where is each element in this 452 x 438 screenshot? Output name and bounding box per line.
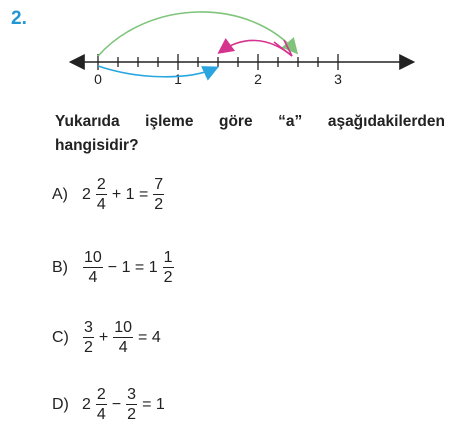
whole-number: 2 (82, 185, 91, 203)
tick-label-0: 0 (94, 71, 102, 87)
fraction (96, 385, 107, 424)
question-line-1: Yukarıda işleme göre “a” aşağıdakilerden (55, 113, 445, 130)
denominator: 4 (88, 269, 98, 286)
option-label: D) (52, 395, 69, 413)
option-label: C) (52, 328, 69, 346)
numerator: 2 (96, 176, 106, 193)
denominator: 4 (96, 196, 106, 213)
numerator: 3 (127, 386, 137, 403)
number-line (0, 0, 452, 100)
tick-label-1: 1 (174, 71, 182, 87)
operator-text: − (111, 395, 122, 413)
numerator: 2 (96, 386, 106, 403)
option-b[interactable] (52, 248, 177, 287)
numerator: 7 (154, 176, 164, 193)
fraction (163, 248, 174, 287)
question-number: 2. (11, 8, 27, 29)
denominator: 2 (84, 339, 93, 356)
operator-text: = 4 (138, 328, 161, 346)
operator-text: − 1 = 1 (107, 258, 158, 276)
operator-text: + 1 = (111, 185, 149, 203)
denominator: 2 (127, 406, 137, 423)
green-jump-arrow (98, 12, 296, 56)
numerator: 1 (163, 249, 173, 266)
denominator: 2 (163, 269, 173, 286)
question-text (55, 110, 445, 158)
fraction (96, 175, 107, 214)
denominator: 4 (118, 339, 128, 356)
fraction (83, 318, 94, 357)
operator-text: + (98, 328, 109, 346)
whole-number: 2 (82, 395, 91, 413)
numerator: 10 (84, 249, 102, 266)
option-a[interactable] (52, 175, 167, 214)
denominator: 4 (96, 406, 106, 423)
denominator: 2 (154, 196, 164, 213)
question-line-2: hangisidir? (55, 137, 139, 154)
tick-label-2: 2 (254, 71, 262, 87)
magenta-jump-arrow-start (274, 40, 292, 56)
fraction (83, 248, 103, 287)
tick-label-3: 3 (334, 71, 342, 87)
numerator: 3 (84, 319, 93, 336)
option-c[interactable] (52, 318, 163, 357)
fraction (113, 318, 133, 357)
option-d[interactable] (52, 385, 167, 424)
numerator: 10 (114, 319, 133, 336)
operator-text: = 1 (142, 395, 165, 413)
fraction (153, 175, 164, 214)
blue-jump-arrow (98, 66, 216, 77)
fraction (126, 385, 137, 424)
option-label: A) (52, 185, 68, 203)
option-label: B) (52, 258, 68, 276)
